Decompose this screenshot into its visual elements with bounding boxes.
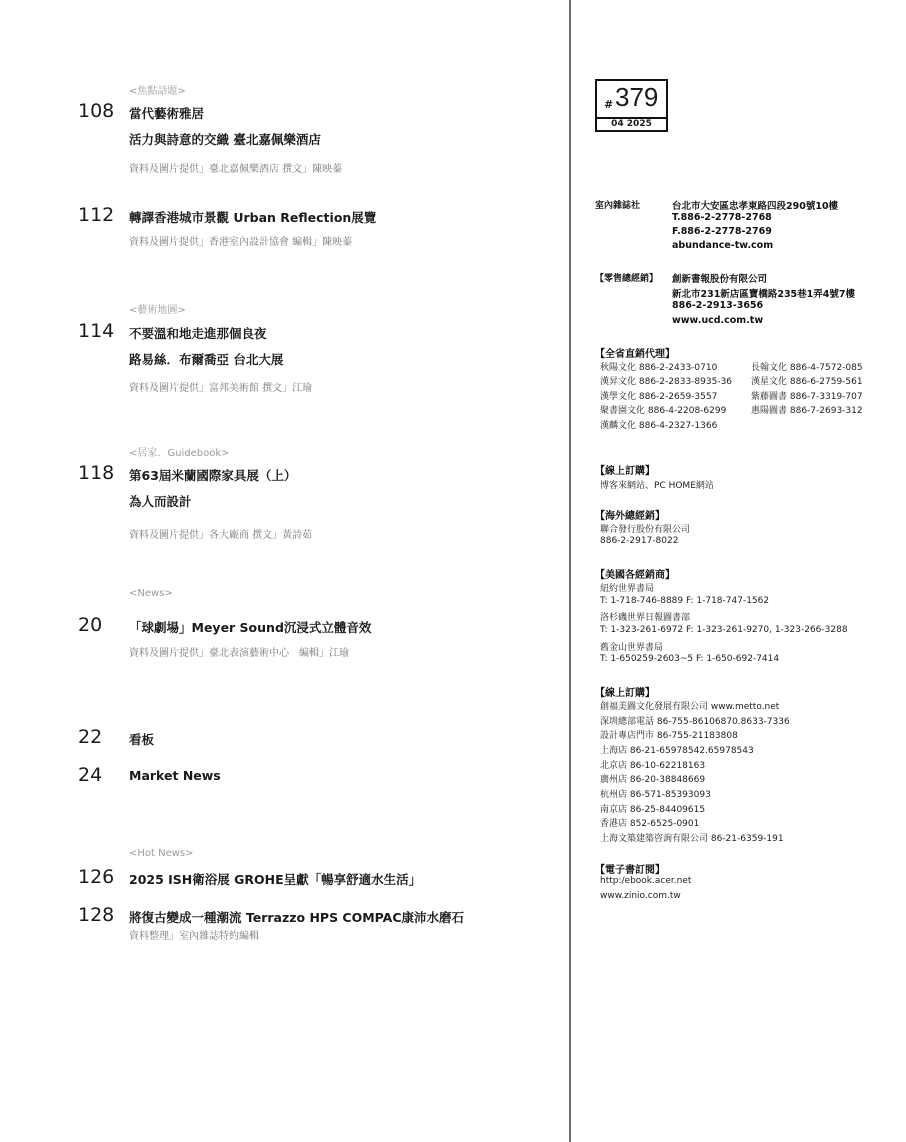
toc-title: 2025 ISH衛浴展 GROHE呈獻「暢享舒適水生活」 [129, 872, 422, 887]
toc-page-number: 108 [78, 100, 115, 122]
toc-page-number: 24 [78, 764, 103, 786]
toc-title: 看板 [129, 732, 155, 747]
store-line: 廣州店 86-20-38848669 [600, 775, 706, 785]
publisher-website[interactable]: abundance-tw.com [672, 240, 774, 251]
overseas-heading: 【海外總經銷】 [595, 511, 665, 522]
issue-number: 379 [615, 82, 659, 112]
store-line: 設計專店門市 86-755-21183808 [600, 731, 738, 741]
toc-page-number: 118 [78, 462, 115, 484]
toc-credit: 資料及圖片提供」香港室內設計協會 編輯」陳映蓁 [129, 237, 353, 248]
issue-badge [595, 79, 668, 132]
toc-title: Market News [129, 768, 221, 783]
publisher-label: 室內雜誌社 [595, 201, 641, 211]
toc-page-number: 112 [78, 204, 115, 226]
toc-category: <Hot News> [129, 848, 194, 859]
usa-line: T: 1-323-261-6972 F: 1-323-261-9270, 1-323-266-3288 [600, 625, 848, 635]
agent-item: 長翰文化 886-4-7572-085 [751, 363, 863, 373]
usa-line: 紐約世界書局 [600, 584, 655, 594]
toc-credit: 資料及圖片提供」臺北表演藝術中心 編輯」江瑜 [129, 648, 349, 659]
toc-title: 當代藝術雅居 [129, 106, 205, 121]
overseas-company: 聯合發行股份有限公司 [600, 525, 691, 535]
toc-credit: 資料整理」室內雜誌特約編輯 [129, 931, 259, 942]
toc-category: <藝術地圖> [129, 305, 186, 316]
store-line: 南京店 86-25-84409615 [600, 805, 706, 815]
toc-page-number: 114 [78, 320, 115, 342]
agent-item: 秋陽文化 886-2-2433-0710 [600, 363, 718, 373]
agent-item: 漢麟文化 886-4-2327-1366 [600, 421, 718, 431]
toc-credit: 資料及圖片提供」各大廠商 撰文」黃詩茹 [129, 530, 313, 541]
online-order-heading: 【線上訂購】 [595, 466, 655, 477]
agent-item: 漢星文化 886-6-2759-561 [751, 377, 863, 387]
store-line: 上海文築建築咨詢有限公司 86-21-6359-191 [600, 834, 784, 844]
ebook-link[interactable]: www.zinio.com.tw [600, 891, 681, 901]
online-order-sites: 博客來網站、PC HOME網站 [600, 481, 714, 491]
toc-category: <居家．Guidebook> [129, 448, 230, 459]
agent-item: 惠陽圖書 886-7-2693-312 [751, 406, 863, 416]
agent-item: 漢學文化 886-2-2659-3557 [600, 392, 718, 402]
publisher-tel: T.886-2-2778-2768 [672, 212, 772, 223]
column-divider [569, 0, 571, 1142]
agent-item: 紫藤圖書 886-7-3319-707 [751, 392, 863, 402]
store-line: 上海店 86-21-65978542.65978543 [600, 746, 754, 756]
usa-line: 舊金山世界書局 [600, 643, 664, 653]
toc-title: 將復古變成一種潮流 Terrazzo HPS COMPAC康沛水磨石 [129, 910, 465, 925]
retail-label: 【零售總經銷】 [595, 274, 659, 284]
toc-page-number: 20 [78, 614, 103, 636]
usa-line: T: 1-718-746-8889 F: 1-718-747-1562 [600, 596, 770, 606]
toc-category: <News> [129, 588, 173, 599]
toc-title-line2: 活力與詩意的交織 臺北嘉佩樂酒店 [129, 132, 321, 147]
toc-page-number: 22 [78, 726, 103, 748]
toc-title: 不要溫和地走進那個良夜 [129, 326, 267, 341]
toc-credit: 資料及圖片提供」臺北嘉佩樂酒店 撰文」陳映蓁 [129, 164, 343, 175]
usa-line: 洛杉磯世界日報圖書部 [600, 613, 691, 623]
toc-title: 第63屆米蘭國際家具展（上） [129, 468, 297, 483]
agents-heading: 【全省直銷代理】 [595, 349, 675, 360]
toc-page-number: 128 [78, 904, 115, 926]
store-line: 北京店 86-10-62218163 [600, 761, 706, 771]
toc-credit: 資料及圖片提供」富邦美術館 撰文」江瑜 [129, 383, 313, 394]
retail-website[interactable]: www.ucd.com.tw [672, 315, 764, 326]
store-line: 香港店 852-6525-0901 [600, 819, 700, 829]
store-line: 杭州店 86-571-85393093 [600, 790, 711, 800]
store-line: 創福美圖文化發展有限公司 www.metto.net [600, 702, 780, 712]
toc-title: 轉譯香港城市景觀 Urban Reflection展覽 [129, 210, 377, 225]
issue-hash: # [604, 98, 614, 111]
toc-title: 「球劇場」Meyer Sound沉浸式立體音效 [129, 620, 372, 635]
retail-tel: 886-2-2913-3656 [672, 300, 764, 311]
ebook-heading: 【電子書訂閱】 [595, 865, 665, 876]
retail-company: 創新書報股份有限公司 [672, 274, 768, 285]
toc-title-line2: 路易絲．布爾喬亞 台北大展 [129, 352, 284, 367]
toc-title-line2: 為人而設計 [129, 494, 192, 509]
toc-category: <焦點話題> [129, 86, 186, 97]
agent-item: 漢昇文化 886-2-2833-8935-36 [600, 377, 733, 387]
publisher-address: 台北市大安區忠孝東路四段290號10樓 [672, 201, 839, 212]
overseas-tel: 886-2-2917-8022 [600, 536, 679, 546]
ebook-link[interactable]: http:/ebook.acer.net [600, 876, 692, 886]
retail-address: 新北市231新店區寶橋路235巷1弄4號7樓 [672, 289, 855, 300]
usa-line: T: 1-650259-2603~5 F: 1-650-692-7414 [600, 654, 780, 664]
online-order-heading: 【線上訂購】 [595, 688, 655, 699]
store-line: 深圳總部電話 86-755-86106870.8633-7336 [600, 717, 790, 727]
publisher-fax: F.886-2-2778-2769 [672, 226, 772, 237]
agent-item: 聚書園文化 886-4-2208-6299 [600, 406, 727, 416]
toc-page-number: 126 [78, 866, 115, 888]
issue-date: 04 2025 [611, 119, 652, 129]
usa-heading: 【美國各經銷商】 [595, 570, 675, 581]
